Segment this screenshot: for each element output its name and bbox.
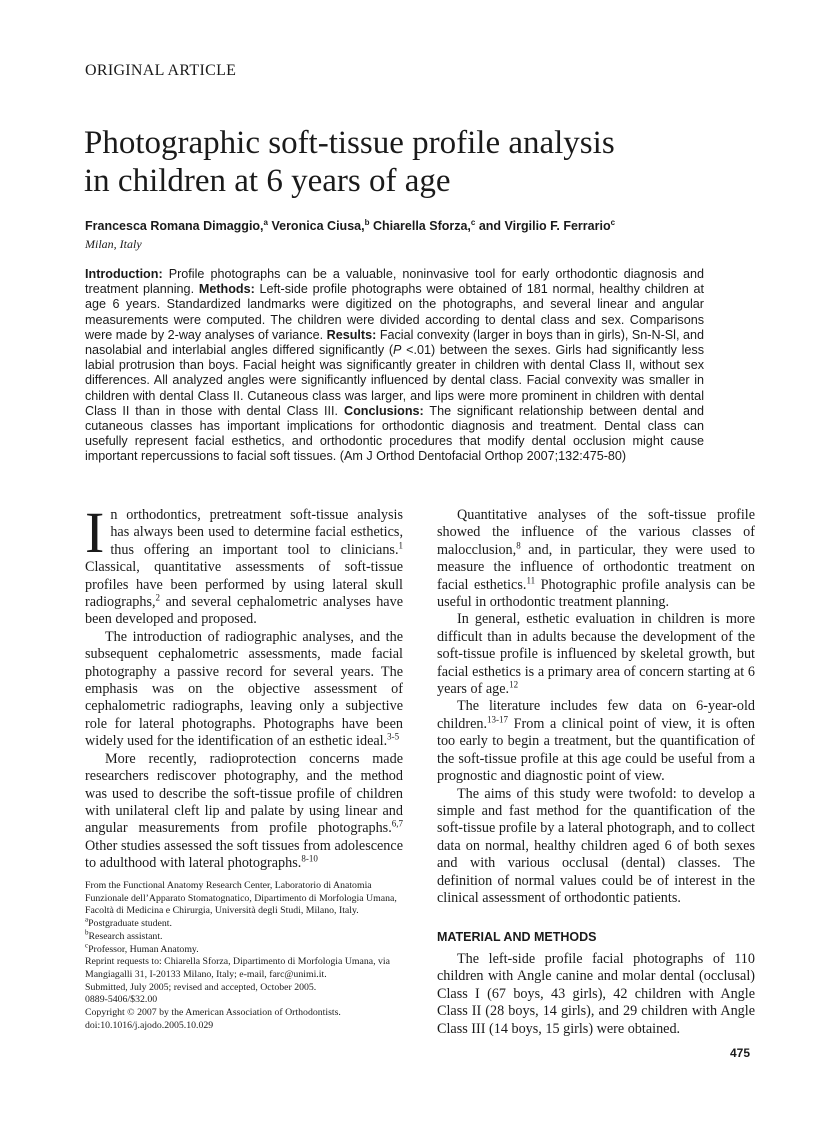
citation-ref: 1 xyxy=(398,540,403,551)
footnote-line xyxy=(85,915,405,931)
author-name: Chiarella Sforza, xyxy=(372,219,471,233)
paragraph-text: From a clinical point of view, it is often too early to begin a treatment, but the quantification of the soft-tissue profile at this age could be useful from a prognostic and diagnostic point of view. xyxy=(437,715,755,785)
citation-ref: 11 xyxy=(526,574,536,585)
footnote-line: Copyright © 2007 by the American Association of Orthodontists. xyxy=(85,1007,341,1019)
footnotes xyxy=(85,880,405,1032)
body-paragraph xyxy=(85,500,403,629)
affiliation-mark: c xyxy=(610,217,616,227)
abstract-methods-label: Methods: xyxy=(198,282,255,297)
footnote-line: Reprint requests to: Chiarella Sforza, Dipartimento di Morfologia Umana, via xyxy=(85,956,390,968)
paragraph-text: n orthodontics, pretreatment soft-tissue analysis has always been used to determine facial esthetics, thus offering an important tool to clinicians. xyxy=(110,507,403,558)
citation-ref: 6,7 xyxy=(391,818,403,829)
body-paragraph xyxy=(85,751,403,873)
paragraph-text: Photographic profile analysis can be useful in orthodontic treatment planning. xyxy=(437,576,755,611)
title-line-1: Photographic soft-tissue profile analysis xyxy=(84,125,615,161)
author-name: Veronica Ciusa, xyxy=(271,219,365,233)
footnote-mark: a xyxy=(85,915,89,924)
footnote-line: From the Functional Anatomy Research Center, Laboratorio di Anatomia xyxy=(85,880,372,891)
abstract-p-symbol: P xyxy=(393,343,402,358)
paragraph-text: and, in particular, they were used to measure the influence of orthodontic treatment on facial esthetics. xyxy=(437,541,755,593)
abstract-results-text: Facial convexity (larger in boys than in girls), Sn-N-Sl, and nasolabial and interlabial angles differed significantly ( xyxy=(85,327,705,358)
abstract xyxy=(85,267,704,465)
footnote-line: Facoltà di Medicina e Chirurgia, Università degli Studi, Milano, Italy. xyxy=(85,905,359,917)
citation-ref: 13-17 xyxy=(487,714,509,725)
body-paragraph: The aims of this study were twofold: to develop a simple and fast method for the quantification of the soft-tissue profile by a lateral photograph, and to collect data on normal, healthy children aged 6 of both sexes and with various occlusal (dental) classes. The definition of normal values could be of interest in the clinical assessment of orthodontic patients. xyxy=(437,785,755,906)
affiliation-mark: b xyxy=(364,217,370,227)
footnote-line: 0889-5406/$32.00 xyxy=(85,994,158,1006)
abstract-intro-label: Introduction: xyxy=(85,267,163,281)
body-paragraph xyxy=(437,507,755,611)
paragraph-text: The literature includes few data on 6-year-old children. xyxy=(437,698,755,732)
methods-paragraph: The left-side profile facial photographs of 110 children with Angle canine and molar dental (occlusal) Class I (67 boys, 43 girls), 42 children with Angle Class II (28 boys, 14 girls), and 29 children with Angle Class III (14 boys, 15 girls) were obtained. xyxy=(437,951,755,1037)
abstract-conclusions-text: The significant relationship between dental and cutaneous classes has important implications for orthodontic diagnosis and treatment. Dental class can usefully represent facial esthetics, and orthodontic procedures that modify dental occlusion might cause important repercussions to facial soft tissues. (Am J Orthod Dentofacial Orthop 2007;132:475-80) xyxy=(85,403,705,464)
citation-ref: 12 xyxy=(509,679,519,690)
abstract-results-text: <.01) between the sexes. Girls had significantly less labial protrusion than boys. Facial height was significantly greater in children with dental Class II, without sex differences. All analyzed angles were significantly influenced by dental class. Facial convexity was smaller in children with dental Class II. Cutaneous class was larger, and lips were more prominent in children with dental Class II than in those with dental Class III. xyxy=(85,343,705,418)
footnote-text: Professor, Human Anatomy. xyxy=(88,943,199,955)
abstract-methods-text: Left-side profile photographs were obtained of 181 normal, healthy children at age 6 years. Standardized landmarks were digitized on the photographs, and several linear and angular measurements were computed. The children were divided according to dental class and sex. Comparisons were made by 2-way analyses of variance. xyxy=(85,282,704,342)
body-column-left xyxy=(85,500,403,873)
footnote-line: Funzionale dell’Apparato Stomatognatico, Dipartimento di Morfologia Umana, xyxy=(85,892,397,904)
body-column-right xyxy=(437,507,755,907)
footnote-line: Submitted, July 2005; revised and accepted, October 2005. xyxy=(85,981,317,993)
section-heading: MATERIAL AND METHODS xyxy=(437,930,597,944)
paragraph-text: The introduction of radiographic analyses, and the subsequent cephalometric assessments, made facial photography a passive record for several years. The emphasis was on the objective assessment of cephalometric radiographs, leaving only a subjective role for lateral photographs. Photographs have been widely used for the identification of an esthetic ideal. xyxy=(85,628,403,750)
author-location: Milan, Italy xyxy=(85,237,142,251)
article-title xyxy=(84,124,744,200)
footnote-line: Mangiagalli 31, I-20133 Milano, Italy; e-mail, farc@unimi.it. xyxy=(85,968,327,980)
body-paragraph xyxy=(85,629,403,751)
footnote-text: Postgraduate student. xyxy=(88,918,172,930)
paragraph-text: and several cephalometric analyses have been developed and proposed. xyxy=(85,594,403,628)
footnote-text: Research assistant. xyxy=(88,930,163,942)
paragraph-text: Quantitative analyses of the soft-tissue profile showed the influence of the various classes of malocclusion, xyxy=(437,507,755,558)
author-name: Francesca Romana Dimaggio, xyxy=(85,219,264,233)
title-line-2: in children at 6 years of age xyxy=(84,163,451,199)
body-paragraph xyxy=(437,698,755,785)
author-list xyxy=(85,219,745,233)
section-label: ORIGINAL ARTICLE xyxy=(85,62,237,79)
abstract-conclusions-label: Conclusions: xyxy=(343,403,424,418)
citation-ref: 2 xyxy=(155,592,161,603)
abstract-results-label: Results: xyxy=(326,327,377,342)
footnote-mark: c xyxy=(85,941,89,950)
footnote-line: doi:10.1016/j.ajodo.2005.10.029 xyxy=(85,1019,214,1031)
paragraph-text: Other studies assessed the soft tissues from adolescence to adulthood with lateral photographs. xyxy=(85,837,403,872)
citation-ref: 8 xyxy=(516,540,521,551)
paragraph-text: Classical, quantitative assessments of soft-tissue profiles have been performed by using lateral skull radiographs, xyxy=(85,559,403,611)
affiliation-mark: c xyxy=(470,217,476,227)
footnote-line xyxy=(85,941,405,957)
paragraph-text: More recently, radioprotection concerns made researchers rediscover photography, and the method was used to describe the soft-tissue profile of children with unilateral cleft lip and palate by using linear and angular measurements from profile photographs. xyxy=(85,750,403,837)
citation-ref: 3-5 xyxy=(387,731,400,742)
body-paragraph xyxy=(437,611,755,698)
abstract-intro-text: Profile photographs can be a valuable, noninvasive tool for early orthodontic diagnosis and treatment planning. xyxy=(85,267,704,297)
affiliation-mark: a xyxy=(263,217,268,227)
author-name: and Virgilio F. Ferrario xyxy=(478,219,611,233)
footnote-line xyxy=(85,928,405,944)
page-number: 475 xyxy=(730,1046,751,1060)
citation-ref: 8-10 xyxy=(301,853,318,864)
paragraph-text: In general, esthetic evaluation in children is more difficult than in adults because the development of the soft-tissue profile is influenced by skeletal growth, but facial esthetics is a primary area of concern starting at 6 years of age. xyxy=(437,611,755,698)
footnote-mark: b xyxy=(85,928,89,937)
drop-cap: I xyxy=(85,500,105,565)
